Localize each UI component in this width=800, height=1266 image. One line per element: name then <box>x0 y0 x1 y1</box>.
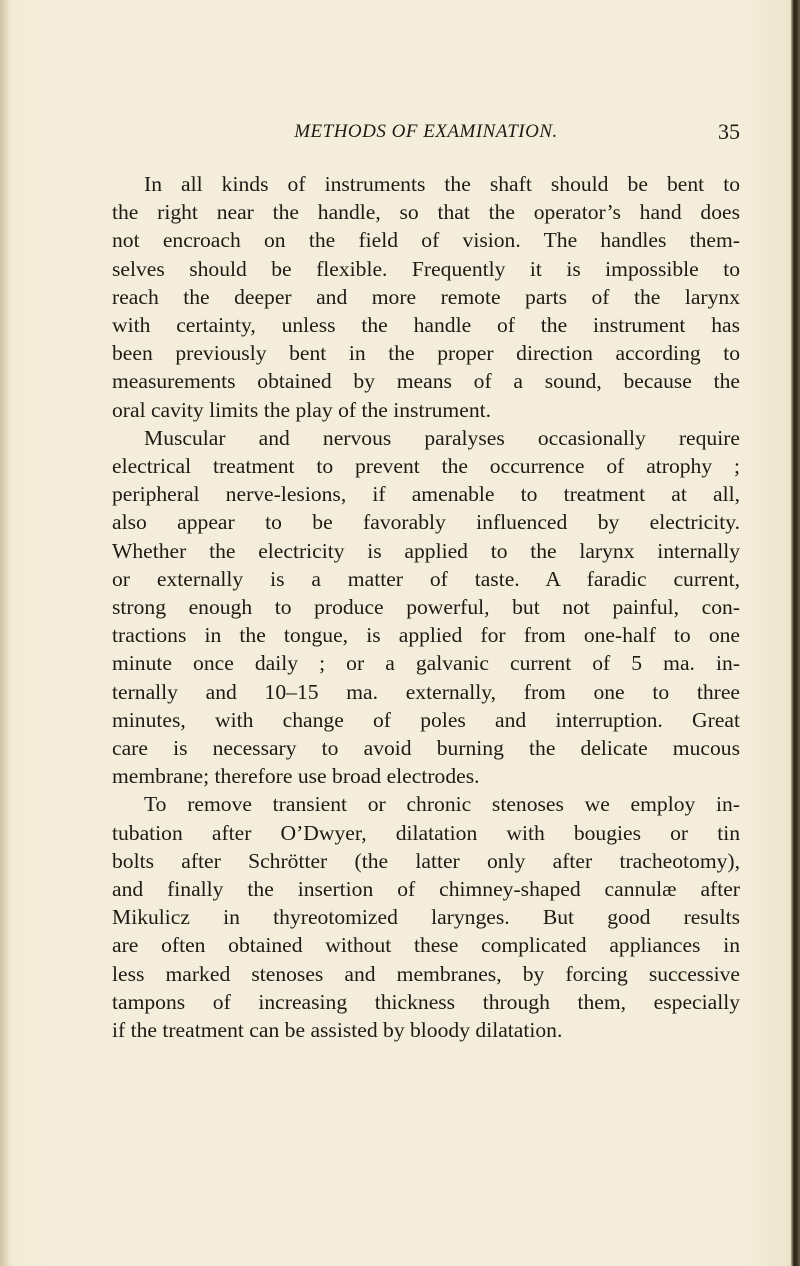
text-line: if the treatment can be assisted by bloody dilatation. <box>112 1018 563 1043</box>
text-line: peripheral nerve-lesions, if amenable to treatment at all, <box>112 482 740 507</box>
text-line: Muscular and nervous paralyses occasionally require <box>144 425 740 450</box>
text-line: Mikulicz in thyreotomized larynges. But good results <box>112 905 740 930</box>
page-number: 35 <box>718 119 740 144</box>
text-line: minute once daily ; or a galvanic current of 5 ma. in- <box>112 651 740 676</box>
text-line: minutes, with change of poles and interruption. Great <box>112 707 740 732</box>
text-line: less marked stenoses and membranes, by forcing successive <box>112 961 740 986</box>
text-line: tampons of increasing thickness through them, especially <box>112 989 740 1014</box>
text-line: tubation after O’Dwyer, dilatation with bougies or tin <box>112 820 740 845</box>
paragraph <box>112 424 740 791</box>
text-line: oral cavity limits the play of the instrument. <box>112 397 492 422</box>
text-line: electrical treatment to prevent the occurrence of atrophy ; <box>112 454 740 479</box>
text-line: or externally is a matter of taste. A faradic current, <box>112 566 740 591</box>
paragraph <box>112 170 740 424</box>
text-line: In all kinds of instruments the shaft should be bent to <box>144 172 740 196</box>
text-line: the right near the handle, so that the operator’s hand does <box>112 200 740 225</box>
body-text <box>112 170 740 1044</box>
text-line: also appear to be favorably influenced by electricity. <box>112 510 740 535</box>
text-line: measurements obtained by means of a sound, because the <box>112 369 740 394</box>
text-line: care is necessary to avoid burning the delicate mucous <box>112 736 740 761</box>
text-line: selves should be flexible. Frequently it is impossible to <box>112 256 740 281</box>
text-line: To remove transient or chronic stenoses we employ in- <box>144 792 740 817</box>
running-title: METHODS OF EXAMINATION. <box>294 121 558 142</box>
text-line: with certainty, unless the handle of the instrument has <box>112 313 740 338</box>
text-line: reach the deeper and more remote parts of the larynx <box>112 284 740 309</box>
text-line: are often obtained without these complicated appliances in <box>112 933 740 958</box>
running-head <box>112 119 740 149</box>
binding-shadow <box>0 0 10 1266</box>
text-line: ternally and 10–15 ma. externally, from one to three <box>112 679 740 704</box>
text-line: and finally the insertion of chimney-shaped cannulæ after <box>112 877 740 902</box>
text-line: bolts after Schrötter (the latter only after tracheotomy), <box>112 848 740 873</box>
text-line: membrane; therefore use broad electrodes. <box>112 764 480 789</box>
page-edge <box>791 0 800 1266</box>
text-line: strong enough to produce powerful, but not painful, con- <box>112 595 740 620</box>
text-line: not encroach on the field of vision. The handles them- <box>112 228 740 253</box>
text-line: been previously bent in the proper direction according to <box>112 341 740 366</box>
paragraph <box>112 790 740 1044</box>
text-line: Whether the electricity is applied to the larynx internally <box>112 538 740 563</box>
text-line: tractions in the tongue, is applied for from one-half to one <box>112 623 740 648</box>
